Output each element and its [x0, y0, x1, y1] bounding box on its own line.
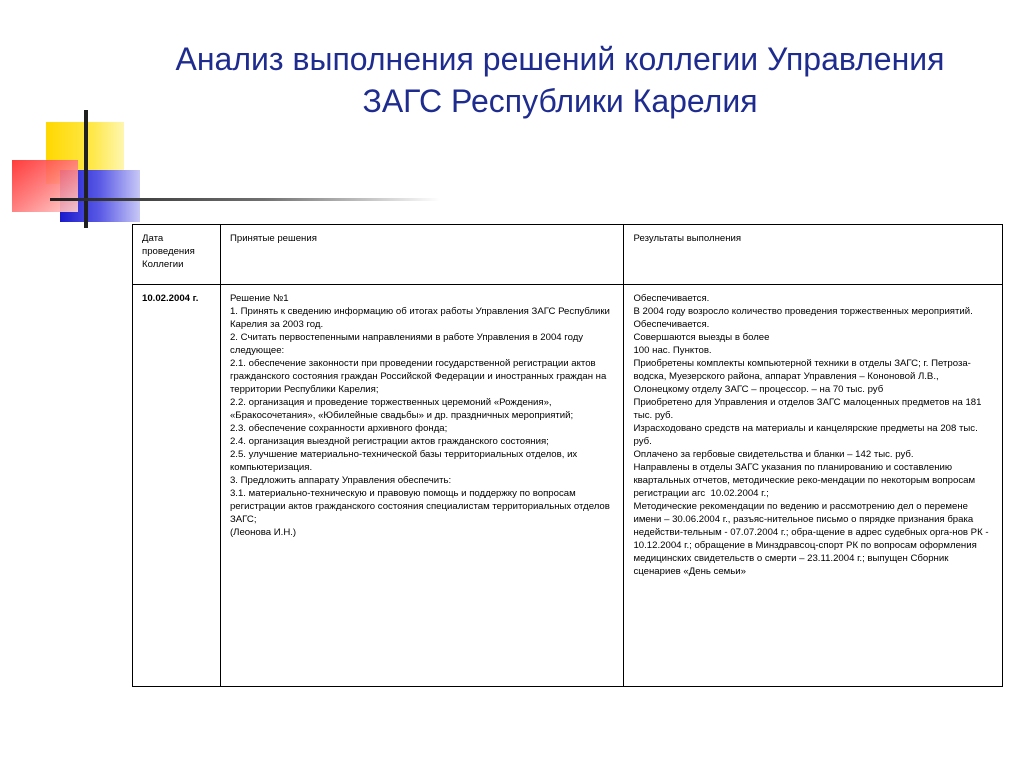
- decision-line: (Леонова И.Н.): [229, 527, 297, 538]
- result-line: Обеспечивается.: [633, 319, 710, 330]
- decision-line: 2.3. обеспечение сохранности архивного фонда;: [229, 423, 448, 434]
- decision-line: 2. Считать первостепенными направлениями в работе Управления в 2004 году следующее:: [229, 332, 586, 356]
- table-header-row: [133, 225, 1003, 285]
- decision-line: 2.1. обеспечение законности при проведении государственной регистрации актов гражданского состояния граждан Российской Федерации и иностранных граждан на территории Республики Карелия;: [229, 358, 609, 395]
- result-line: Совершаются выезды в более: [633, 332, 770, 343]
- title-line-2: ЗАГС Республики Карелия: [362, 83, 758, 119]
- result-line: В 2004 году возросло количество проведения торжественных мероприятий.: [633, 306, 973, 317]
- red-square: [12, 160, 78, 212]
- result-line: Приобретено для Управления и отделов ЗАГС малоценных предметов на 181 тыс. руб.: [633, 397, 985, 421]
- cell-results: [624, 285, 1003, 687]
- decision-line: Решение №1: [229, 293, 289, 304]
- cell-decisions: [220, 285, 624, 687]
- header-results: Результаты выполнения: [624, 225, 1003, 285]
- decision-line: 2.2. организация и проведение торжественных церемоний «Рождения», «Бракосочетания», «Юбилейные свадьбы» и др. праздничных мероприятий;: [229, 397, 574, 421]
- header-decisions: Принятые решения: [220, 225, 624, 285]
- result-line: Направлены в отделы ЗАГС указания по планированию и составлению квартальных отчетов, методические реко-мендации по некоторым вопросам регистрации агс 10.02.2004 г.;: [633, 462, 978, 499]
- result-line: Обеспечивается.: [633, 293, 710, 304]
- horizontal-line: [50, 198, 440, 201]
- result-line: Израсходовано средств на материалы и канцелярские предметы на 208 тыс. руб.: [633, 423, 981, 447]
- cell-date: 10.02.2004 г.: [133, 285, 221, 687]
- result-line: Методические рекомендации по ведению и рассмотрению дел о перемене имени – 30.06.2004 г., разъяс-нительное письмо о пярядке признания брака недействи-тельным - 07.07.2004 г.; обра-щение в адрес судебных орга-нов РК - 10.12.2004 г.; обращение в Минздравсоц-спорт РК по вопросам оформления медицинских свидетельств о смерти – 23.11.2004 г.; выпущен Сборник сценариев «День семьи»: [633, 501, 994, 577]
- result-line: Оплачено за гербовые свидетельства и бланки – 142 тыс. руб.: [633, 449, 914, 460]
- title-line-1: Анализ выполнения решений коллегии Управления: [175, 41, 945, 77]
- decision-line: 3. Предложить аппарату Управления обеспечить:: [229, 475, 452, 486]
- decisions-table: [132, 224, 1003, 687]
- result-line: 100 нас. Пунктов.: [633, 345, 712, 356]
- decision-line: 3.1. материально-техническую и правовую помощь и поддержку по вопросам регистрации актов гражданского состояния специалистам территориальных отделов ЗАГС;: [229, 488, 613, 525]
- table-row: [133, 285, 1003, 687]
- decision-line: 1. Принять к сведению информацию об итогах работы Управления ЗАГС Республики Карелия за 2003 год.: [229, 306, 613, 330]
- result-line: Приобретены комплекты компьютерной техники в отделы ЗАГС; г. Петроза-водска, Муезерского района, аппарат Управления – Кононовой Л.В., Олонецкому отделу ЗАГС – процессор. – на 70 тыс. руб: [633, 358, 971, 395]
- decision-line: 2.5. улучшение материально-технической базы территориальных отделов, их компьютеризация.: [229, 449, 580, 473]
- decision-line: 2.4. организация выездной регистрации актов гражданского состояния;: [229, 436, 549, 447]
- header-date: Дата проведения Коллегии: [133, 225, 221, 285]
- vertical-line: [84, 110, 88, 228]
- slide-title: [120, 38, 1000, 122]
